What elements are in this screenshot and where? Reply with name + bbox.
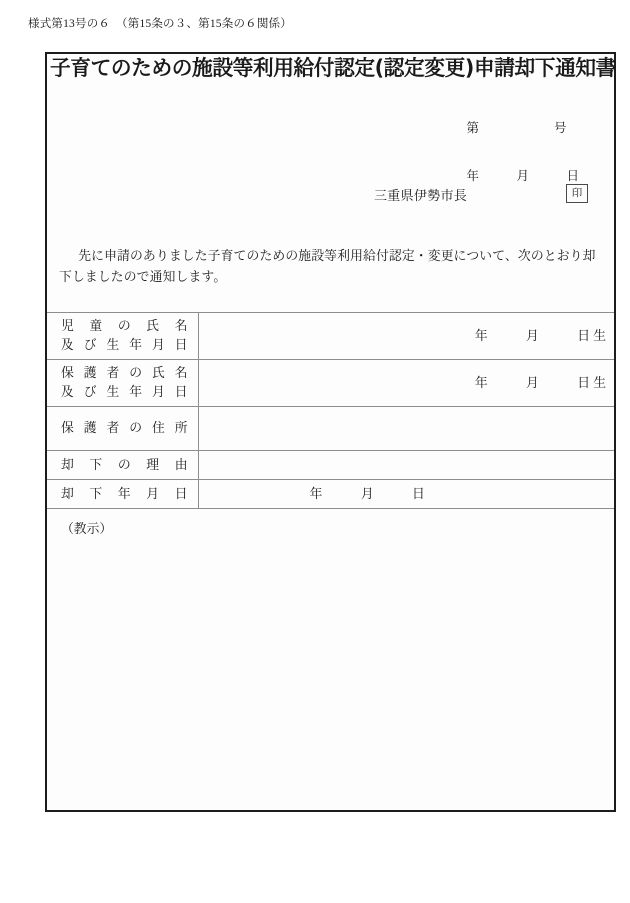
document-date-line: 年 月 日 [466,169,579,183]
row-label-rejection-date [47,480,198,509]
notice-section-label: （教示） [61,522,113,536]
label-line-1: 保護者の氏名 [61,366,188,380]
row-label-guardian-name-birthdate [47,360,198,407]
row-value-rejection-reason[interactable] [198,451,614,480]
label-line-1: 保護者の住所 [61,421,188,435]
table-row [47,313,614,360]
guardian-birthdate-text: 年 月 日 生 [474,376,606,390]
child-birthdate-text: 年 月 日 生 [474,329,606,343]
table-row [47,480,614,509]
row-value-child-name-birthdate[interactable] [198,313,614,360]
label-line-2: 及び生年月日 [61,385,188,399]
applicant-details-table [47,312,614,509]
label-line-1: 児童の氏名 [61,319,188,333]
row-label-guardian-address [47,407,198,451]
page-title: 子育てのための施設等利用給付認定(認定変更)申請却下通知書 [50,56,616,80]
form-frame [45,52,616,812]
label-line-1: 却下の理由 [61,457,188,472]
form-code-header: 様式第13号の６ （第15条の３、第15条の６関係） [28,18,292,30]
row-label-rejection-reason [47,451,198,480]
row-value-rejection-date[interactable] [198,480,614,509]
label-line-1: 却下年月日 [61,486,188,501]
table-row [47,451,614,480]
notification-body-text: 先に申請のありました子育てのための施設等利用給付認定・変更について、次のとおり却下しましたので通知します。 [59,249,596,284]
issuer-row [47,184,614,208]
table-row [47,407,614,451]
label-line-2: 及び生年月日 [61,338,188,352]
seal-stamp-box: 印 [566,184,588,203]
issuer-name: 三重県伊勢市長 [374,188,468,203]
row-value-guardian-name-birthdate[interactable] [198,360,614,407]
table-row [47,360,614,407]
row-label-child-name-birthdate [47,313,198,360]
row-value-guardian-address[interactable] [198,407,614,451]
document-number-line: 第 号 [466,121,567,135]
rejection-date-text: 年 月 日 [309,487,425,501]
